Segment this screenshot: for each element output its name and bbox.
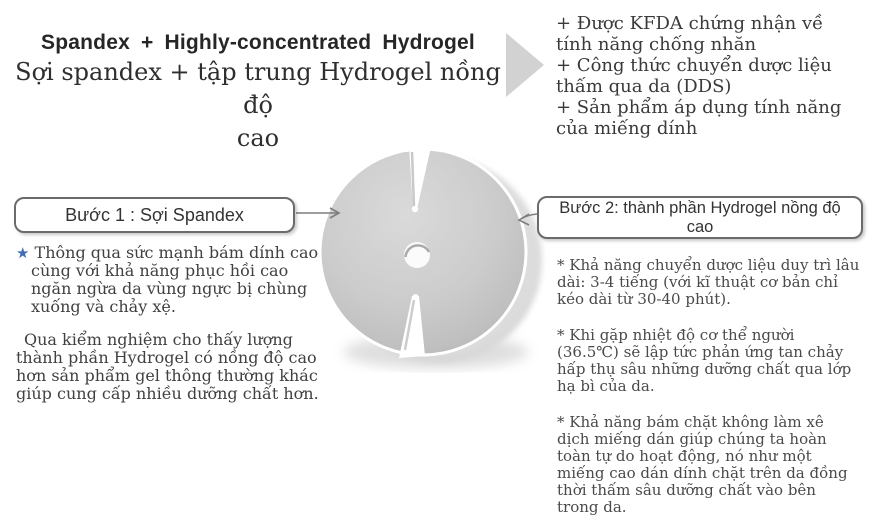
title-subtitle-line1: Sợi spandex + tập trung Hydrogel nồng độ	[15, 58, 501, 119]
title-heading: Spandex + Highly-concentrated Hydrogel	[41, 31, 475, 54]
title-block	[8, 30, 508, 155]
step2-paragraph-3: * Khả năng bám chặt không làm xê dịch miếng dán giúp chúng ta hoàn toàn tự do hoạt động, nó như một miếng cao dán dính chặt trên da đồng thời thấm sâu dưỡng chất vào bên trong da.	[557, 413, 848, 516]
step2-callout-box	[537, 196, 863, 239]
pad-bottom-slit-end	[413, 294, 419, 300]
step2-paragraph-1: * Khả năng chuyển dược liệu duy trì lâu dài: 3-4 tiếng (với kĩ thuật cơ bản chỉ kéo dài từ 30-40 phút).	[557, 256, 860, 308]
benefit-item-3: + Sản phẩm áp dụng tính năng của miếng dính	[556, 97, 842, 139]
arrowhead-left-icon	[519, 214, 529, 225]
pad-center-hole-shadow	[406, 245, 430, 257]
pad-bottom-slit-shadow	[405, 300, 414, 350]
pad-bottom-slit	[399, 296, 425, 358]
pad-top-slit-shadow	[412, 152, 414, 207]
step2-paragraph-2: * Khi gặp nhiệt độ cơ thể người (36.5℃) sẽ lập tức phản ứng tan chảy hấp thụ sâu những dưỡng chất qua lớp hạ bì của da.	[557, 326, 852, 395]
pad-shadow	[344, 335, 528, 369]
step1-paragraph-1	[16, 244, 330, 316]
arrow-step1-to-pad	[296, 208, 339, 218]
step1-paragraph-2: Qua kiểm nghiệm cho thấy lượng thành phần Hydrogel có nồng độ cao hơn sản phẩm gel thông thường khác giúp cung cấp nhiều dưỡng chất hơn.	[16, 330, 319, 403]
pad-center-hole	[404, 242, 430, 268]
benefits-list	[556, 13, 860, 139]
arrowhead-right-icon	[330, 208, 339, 218]
step1-callout-box	[14, 197, 295, 233]
arrow-step2-to-pad	[519, 214, 537, 225]
pad-front-layer	[320, 149, 526, 355]
step2-label: Bước 2: thành phần Hydrogel nồng độ cao	[559, 198, 841, 236]
step1-paragraph-1-text: Thông qua sức mạnh bám dính cao cùng với khả năng phục hồi cao ngăn ngừa da vùng ngực bị chùng xuống và chảy xệ.	[31, 243, 319, 316]
step1-label: Bước 1 : Sợi Spandex	[65, 204, 244, 225]
step2-description	[557, 257, 860, 516]
benefit-item-1: + Được KFDA chứng nhận về tính năng chống nhăn	[556, 13, 824, 55]
star-icon: ★	[16, 244, 30, 262]
step1-description	[16, 244, 330, 403]
pad-top-slit	[409, 146, 431, 209]
title-subtitle-line2: cao	[236, 124, 280, 152]
benefit-item-2: + Công thức chuyển dược liệu thấm qua da (DDS)	[556, 55, 832, 97]
flow-arrow-icon	[506, 33, 544, 97]
pad-back-layer	[336, 157, 542, 363]
pad-top-slit-end	[412, 206, 418, 212]
pad-illustration	[320, 146, 542, 369]
